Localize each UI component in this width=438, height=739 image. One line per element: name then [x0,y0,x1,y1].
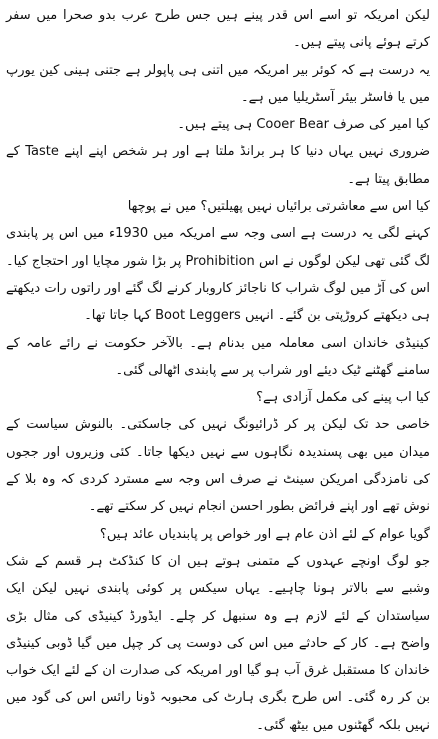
question-3: کیا اب پینے کی مکمل آزادی ہے؟ [256,390,430,406]
paragraph-5: کینیڈی خاندان اسی معاملہ میں بدنام ہے۔ بالآخر حکومت نے رائے عامہ کے سامنے گھٹنے ٹیک دیئے اور شراب پر سے پابندی اٹھالی گئی۔ [6,335,430,378]
paragraph-2: یہ درست ہے کہ کوئر بیر امریکہ میں اتنی ہی پاپولر ہے جتنی ہینی کین یورپ میں یا فاسٹر بیئر آسٹریلیا میں ہے۔ [6,62,430,105]
question-2: کیا اس سے معاشرتی برائیاں نہیں پھیلتیں؟ میں نے پوچھا [127,199,430,215]
question-1: کیا امیر کی صرف Cooer Bear ہی پیتے ہیں۔ [177,117,430,133]
paragraph-4: کہنے لگی یہ درست ہے اسی وجہ سے امریکہ میں 1930ء میں اس پر پابندی لگ گئی تھی لیکن لوگوں نے اس Prohibition پر بڑا شور مچایا اور احتجاج کیا۔ اس کی آڑ میں لوگ شراب کا ناجائز کاروبار کرنے لگ گئے اور راتوں رات دیکھتے ہی دیکھتے کروڑپتی بن گئے۔ انہیں Boot Leggers کہا جاتا تھا۔ [6,226,430,324]
paragraph-7: جو لوگ اونچے عہدوں کے متمنی ہوتے ہیں ان کا کنڈکٹ ہر قسم کے شک وشبے سے بالاتر ہونا چاہیے۔ یہاں سیکس پر کوئی پابندی نہیں لیکن ایک سیاستدان کے لئے لازم ہے وہ سنبھل کر چلے۔ ایڈورڈ کینیڈی کی مثال بڑی واضح ہے۔ کار کے حادثے میں اس کی دوست پی کر چپل میں گیا ڈوبی کینیڈی خاندان کا مستقبل غرق آب ہو گیا اور امریکہ کی صدارت ان کے لئے ایک خواب بن کر رہ گئی۔ اس طرح بگری ہارٹ کی محبوبہ ڈونا رائس اس کی گود میں نہیں بلکہ گھٹنوں میں بیٹھ گئی۔ [6,553,430,733]
paragraph-3: ضروری نہیں یہاں دنیا کا ہر برانڈ ملتا ہے اور ہر شخص اپنے اپنے Taste کے مطابق پیتا ہے۔ [6,144,430,187]
question-4: گویا عوام کے لئے اذن عام ہے اور خواص پر پابندیاں عائد ہیں؟ [99,526,430,542]
paragraph-1: لیکن امریکہ تو اسے اس قدر پینے ہیں جس طرح عرب بدو صحرا میں سفر کرتے ہوئے پانی پیتے ہیں۔ [6,8,430,51]
paragraph-6: خاصی حد تک لیکن پر کر ڈرائیونگ نہیں کی جاسکتی۔ بالنوش سیاست کے میدان میں بھی پسندیدہ نگاہوں سے نہیں دیکھا جاتا۔ کئی وزیروں اور ججوں کی نامزدگی امریکن سینٹ نے صرف اس وجہ سے مسترد کردی کہ وہ بلا کے نوش تھے اور اپنے فرائض بطور احسن انجام نہیں کر سکتے تھے۔ [6,417,430,515]
